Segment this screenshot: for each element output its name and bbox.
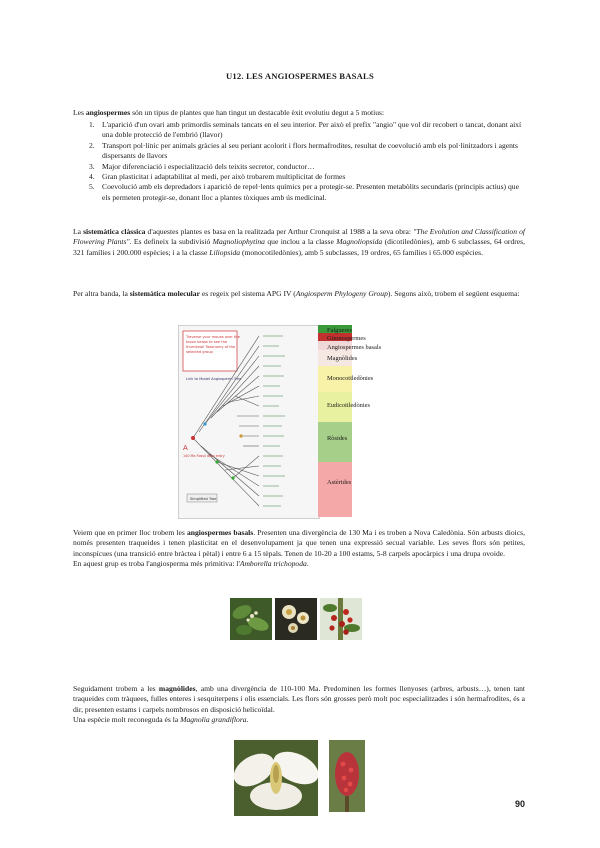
taxa-labels (263, 336, 285, 506)
legend-label: Eudicotiledònies (327, 402, 370, 409)
inset-text-line: taxon below to see the (186, 340, 228, 344)
magnolids-text: . (246, 715, 249, 725)
amborella-photo-fruits (320, 598, 362, 640)
list-number: 2. (89, 140, 95, 150)
time-marker-label: A (183, 444, 188, 452)
simplified-tree-button-label: Simplified Tree (190, 497, 217, 501)
basal-paragraph (73, 528, 525, 570)
amborella-photos (230, 598, 362, 640)
intro-paragraph (73, 108, 525, 118)
list-item (73, 141, 525, 162)
intro-bold-term: angiospermes (85, 108, 131, 117)
clade-color-bands (318, 325, 352, 517)
list-item (73, 120, 525, 141)
basal-bold-term: angiospermes basals (186, 528, 254, 537)
classic-text: que inclou a la classe (264, 237, 337, 247)
species-name: Amborella trichopoda (239, 559, 307, 569)
classic-text: d'aquestes plantes es basa en la realitzada per Arthur Cronquist al 1988 a la seva obra: (145, 227, 414, 236)
classic-paragraph (73, 227, 525, 258)
molecular-text: Per altra banda, la (73, 289, 130, 298)
list-number: 4. (89, 172, 95, 182)
taxon-name: Magnoliopsida (336, 237, 383, 247)
list-text: Transport pol·línic per animals gràcies al seu periant acolorit i flors hermafrodites, resultat de coevolució amb els pol·linitzadors i agents dispersants de llavors (102, 140, 518, 161)
list-number: 3. (89, 161, 95, 171)
classic-bold-term: sistemàtica clàssica (83, 227, 146, 236)
molecular-text: es regeix pel sistema APG IV ( (199, 289, 296, 298)
basal-text: . Presenten una divergència de 130 Ma i es troben a Nova Caledònia. Són arbusts dioics, només presenten traqueides i tenen plasticitat en el desenvolupament ja que tenen una expressió secual variable. Les seves flors són petites, inconspícues (una transició entre bràctea i pètal) i entre 6 a 15 tèpals. Tenen de 10-20 a 100 estams, 5-8 carpels apocàrpics i una drupa ovoide. (73, 528, 525, 558)
magnolids-paragraph (73, 684, 525, 726)
intro-text: Les (73, 108, 86, 117)
legend-label: Astèrides (327, 479, 352, 486)
tree-link[interactable]: Link to Model Angiosperm Tree (186, 377, 242, 381)
node-marker (231, 476, 234, 479)
list-item (73, 172, 525, 182)
basal-text: En aquest grup es troba l'angiosperma més primitiva: l' (73, 559, 240, 569)
magnolids-bold-term: magnòlides (158, 684, 196, 693)
magnolia-photos (234, 740, 365, 816)
apg-name: Angiosperm Phylogeny Group (295, 289, 388, 298)
page-number: 90 (515, 799, 526, 809)
phylogeny-tree-figure (178, 325, 320, 519)
basal-text: Veiem que en primer lloc trobem les (73, 528, 187, 537)
basal-text: . (306, 559, 309, 569)
list-item (73, 162, 525, 172)
node-marker (203, 422, 206, 425)
band-asterids (318, 462, 352, 517)
book-title: "The Evolution and Classification of Flowering Plants" (73, 227, 525, 247)
inset-text-line: Traverse your mouse over the (186, 335, 240, 339)
amborella-photo-flowers (275, 598, 317, 640)
node-marker (191, 436, 195, 440)
legend-label: Falgueres (327, 327, 352, 334)
magnolids-text: , amb una divergència de 110-100 Ma. Predominen les formes llenyoses (arbres, arbusts…), tenen tant traqueides com tràquees, fulles enteres i sesquiterpens i olis essencials. Les flors són grosses però molt poc especialitzades i són hermafrodites, és a dir, presenten estams i carpels nombrosos en disposició helicoïdal. (73, 684, 525, 714)
molecular-bold-term: sistemàtica molecular (129, 289, 200, 298)
legend-label: Monocotiledònies (327, 375, 374, 382)
causes-list (73, 120, 525, 203)
inset-text-line: selected group (186, 350, 213, 354)
node-marker (239, 434, 242, 437)
classic-text: . Es defineix la subdivisió (129, 237, 213, 247)
legend-label: Magnòlides (327, 355, 358, 362)
list-text: Gran plasticitat i adaptabilitat al medi, per això trobarem multiplicitat de formes (102, 172, 346, 182)
list-text: Major diferenciació i especialització dels teixits secretor, conductor… (102, 161, 315, 171)
taxon-name: Magnoliophytina (212, 237, 265, 247)
list-text: Coevolució amb els depredadors i aparició de repel·lents químics per a protegir-se. Presenten metabòlits secundaris (principis actius) que els permeten protegir-se, donant lloc a plantes tòxiques amb ús medicinal. (102, 182, 519, 202)
list-item (73, 182, 525, 203)
intro-text-end: són un tipus de plantes que han tingut un destacable èxit evolutiu degut a 5 motius: (130, 108, 385, 117)
classic-text: La (73, 227, 84, 236)
legend-label: Angiospermes basals (327, 344, 382, 351)
classic-text: (dicotiledònies), amb 6 subclasses, 64 ordres, 321 famílies i 200.000 espècies; i a la classe (73, 237, 525, 257)
list-number: 5. (89, 182, 95, 192)
list-number: 1. (89, 120, 95, 129)
molecular-paragraph (73, 289, 525, 299)
page-title: U12. LES ANGIOSPERMES BASALS (226, 71, 374, 81)
list-text: L'aparició d'un ovari amb primordis seminals tancats en el seu interior. Per això el prefix "angio" que vol dir recobert o tancat, donant així una doble protecció de l'embrió (llavor) (102, 120, 522, 140)
inset-text-line: thumbnail Taxonomy of the (186, 345, 236, 349)
time-marker-note: 140 Ma Fossil data entry (183, 454, 225, 458)
species-name: Magnolia grandiflora (180, 715, 247, 725)
magnolia-photo-flower (234, 740, 318, 816)
molecular-text: ). Segons això, trobem el següent esquema: (387, 289, 520, 298)
node-marker (215, 460, 218, 463)
amborella-photo-leaves (230, 598, 272, 640)
magnolids-text: Seguidament trobem a les (73, 684, 159, 693)
magnolids-text: Una espècie molt reconeguda és la (73, 715, 181, 725)
phylogeny-tree-svg (179, 326, 319, 518)
taxon-name: Liliopsida (209, 247, 241, 257)
magnolia-photo-fruit (329, 740, 365, 812)
legend-label: Gimnospermes (327, 335, 366, 342)
classic-text: (monocotiledònies), amb 5 subclasses, 19 ordres, 65 famílies i 65.000 espècies. (240, 247, 483, 257)
legend-label: Ròsides (327, 435, 348, 442)
